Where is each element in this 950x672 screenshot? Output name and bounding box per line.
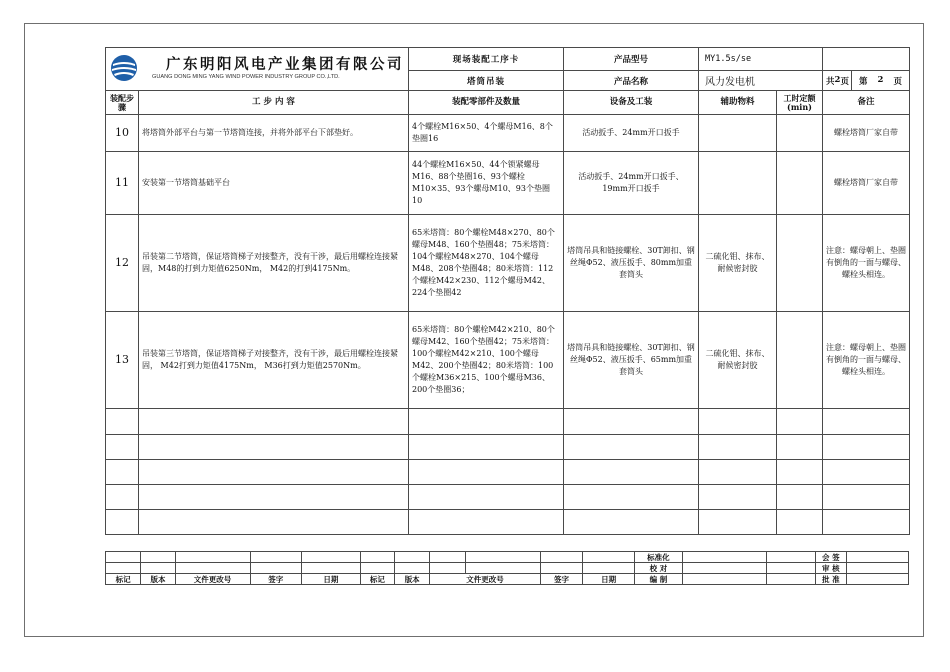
col-materials: 辅助物料: [699, 91, 777, 115]
step-remark: 螺栓塔筒厂家自带: [823, 152, 910, 215]
compile-label: 编 制: [634, 574, 682, 585]
footer-sign-2: 签字: [540, 574, 583, 585]
step-content: 安装第一节塔筒基础平台: [139, 152, 409, 215]
page-unit-2: 页: [893, 76, 902, 87]
page-number-cell: [852, 71, 910, 91]
col-parts: 装配零部件及数量: [409, 91, 564, 115]
standardize-label: 标准化: [634, 552, 682, 563]
product-model-label: 产品型号: [564, 48, 699, 71]
step-time: [777, 152, 823, 215]
step-materials: 二硫化钼、抹布、耐候密封胶: [699, 312, 777, 409]
card-title: 现场装配工序卡: [409, 48, 564, 71]
empty-row: [106, 510, 910, 535]
review-label: 审 核: [815, 563, 846, 574]
table-row: [106, 215, 910, 312]
step-equipment: 塔筒吊具和链接螺栓、30T卸扣、钢丝绳Φ52、液压扳手、80mm加重套筒头: [564, 215, 699, 312]
step-number: 12: [106, 215, 139, 312]
total-pages-cell: [823, 71, 852, 91]
step-equipment: 活动扳手、24mm开口扳手、19mm开口扳手: [564, 152, 699, 215]
table-row: [106, 312, 910, 409]
empty-row: [106, 460, 910, 485]
countersign-label: 会 签: [815, 552, 846, 563]
step-time: [777, 115, 823, 152]
total-pages: 2: [834, 74, 841, 85]
product-name-label: 产品名称: [564, 71, 699, 91]
step-parts: 4个螺栓M16×50、4个螺母M16、8个垫圈16: [409, 115, 564, 152]
step-content: 吊装第三节塔筒，保证塔筒梯子对接整齐，没有干涉，最后用螺栓连接紧固， M42打到力矩值4175Nm， M36打到力矩值2570Nm。: [139, 312, 409, 409]
step-materials: 二硫化钼、抹布、耐候密封胶: [699, 215, 777, 312]
footer-doc-change: 文件更改号: [175, 574, 250, 585]
col-time: 工时定额(min): [777, 91, 823, 115]
approve-label: 批 准: [815, 574, 846, 585]
step-parts: 65米塔筒：80个螺栓M42×210、80个螺母M42、160个垫圈42；75米塔筒：100个螺栓M42×210、100个螺母M42、200个垫圈42；80米塔筒：100个螺栓M36×215、100个螺母M36、200个垫圈36；: [409, 312, 564, 409]
company-logo-icon: [110, 54, 138, 82]
step-parts: 44个螺栓M16×50、44个锁紧螺母M16、88个垫圈16、93个螺栓M10×35、93个螺母M10、93个垫圈10: [409, 152, 564, 215]
step-time: [777, 215, 823, 312]
company-name-en: GUANG DONG MING YANG WIND POWER INDUSTRY GROUP CO.,LTD.: [152, 74, 340, 80]
header-blank: [823, 48, 910, 71]
empty-row: [106, 409, 910, 435]
empty-row: [106, 435, 910, 460]
step-content: 吊装第二节塔筒，保证塔筒梯子对接整齐，没有干涉，最后用螺栓连接紧固，M48的打到力矩值6250Nm， M42的打到4175Nm。: [139, 215, 409, 312]
step-equipment: 活动扳手、24mm开口扳手: [564, 115, 699, 152]
step-number: 10: [106, 115, 139, 152]
step-number: 11: [106, 152, 139, 215]
step-time: [777, 312, 823, 409]
product-model-value: MY1.5s/se: [699, 48, 823, 71]
footer-doc-change-2: 文件更改号: [430, 574, 540, 585]
step-materials: [699, 152, 777, 215]
signoff-table: [105, 551, 909, 585]
step-remark: 注意：螺母朝上、垫圈有倒角的一面与螺母、螺栓头相连。: [823, 215, 910, 312]
process-name: 塔筒吊装: [409, 71, 564, 91]
step-equipment: 塔筒吊具和链接螺栓、30T卸扣、钢丝绳Φ52、液压扳手、65mm加重套筒头: [564, 312, 699, 409]
col-content: 工 步 内 容: [139, 91, 409, 115]
table-row: [106, 152, 910, 215]
total-label: 共: [826, 76, 835, 87]
footer-date: 日期: [301, 574, 360, 585]
step-remark: 注意：螺母朝上、垫圈有倒角的一面与螺母、螺栓头相连。: [823, 312, 910, 409]
product-name-value: 风力发电机: [699, 71, 823, 91]
check-label: 校 对: [634, 563, 682, 574]
page-number: 2: [877, 74, 884, 85]
footer-date-2: 日期: [583, 574, 634, 585]
footer-sign: 签字: [250, 574, 301, 585]
footer-mark-2: 标记: [360, 574, 394, 585]
step-materials: [699, 115, 777, 152]
col-equipment: 设备及工装: [564, 91, 699, 115]
footer-mark: 标记: [106, 574, 141, 585]
empty-row: [106, 485, 910, 510]
table-row: [106, 115, 910, 152]
process-card: [105, 47, 910, 535]
col-step: 装配步骤: [106, 91, 139, 115]
page-unit: 页: [840, 76, 849, 87]
company-cell: [106, 48, 409, 91]
step-content: 将塔筒外部平台与第一节塔筒连接，并将外部平台下部垫好。: [139, 115, 409, 152]
company-name-cn: 广东明阳风电产业集团有限公司: [166, 57, 404, 73]
step-number: 13: [106, 312, 139, 409]
col-remark: 备注: [823, 91, 910, 115]
step-remark: 螺栓塔筒厂家自带: [823, 115, 910, 152]
page-label: 第: [859, 76, 868, 87]
footer-version-2: 版本: [395, 574, 430, 585]
step-parts: 65米塔筒：80个螺栓M48×270、80个螺母M48、160个垫圈48；75米塔筒：104个螺栓M48×270、104个螺母M48、208个垫圈48；80米塔筒：112个螺栓M42×230、112个螺母M42、224个垫圈42: [409, 215, 564, 312]
footer-version: 版本: [141, 574, 175, 585]
